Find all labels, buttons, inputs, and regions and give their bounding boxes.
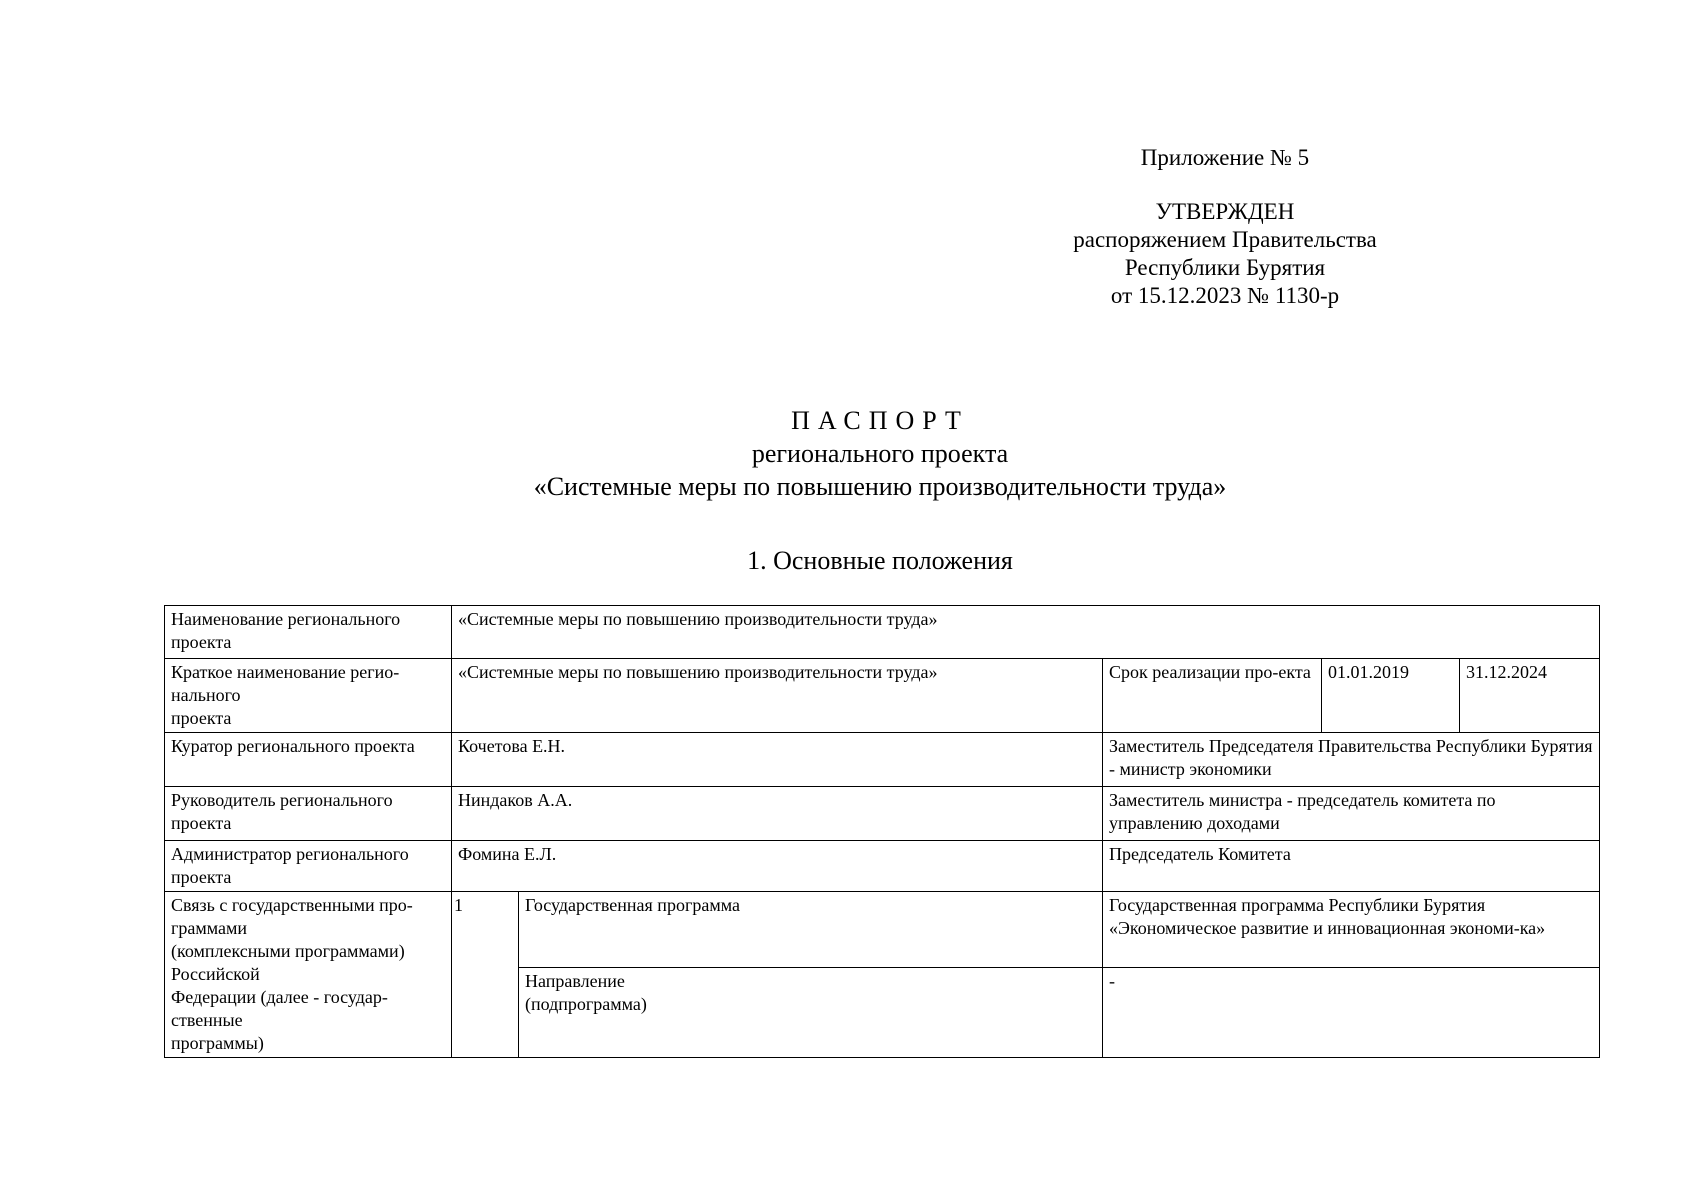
label-line: Связь с государственными про- xyxy=(171,895,413,915)
approval-stamp xyxy=(1050,144,1400,310)
approved-by-line-2: Республики Бурятия xyxy=(1124,255,1326,280)
table-row xyxy=(165,606,1600,659)
project-name-title: «Системные меры по повышению производительности труда» xyxy=(533,472,1227,501)
label-line: нального xyxy=(171,685,241,705)
person-name: Ниндаков А.А. xyxy=(452,787,1103,841)
table-row xyxy=(165,659,1600,733)
label-line: Краткое наименование регио- xyxy=(171,662,400,682)
label-line: программы) xyxy=(171,1033,264,1053)
label-line: (комплексными программами) xyxy=(171,941,405,961)
section-heading: 1. Основные положения xyxy=(747,546,1013,575)
row-label: Наименование регионального проекта xyxy=(165,606,452,659)
person-position: Председатель Комитета xyxy=(1103,841,1600,892)
basic-provisions-table xyxy=(164,605,1600,1058)
row-label: Куратор регионального проекта xyxy=(165,733,452,787)
passport-heading: ПАСПОРТ xyxy=(791,406,969,435)
label-line: (подпрограмма) xyxy=(525,994,647,1015)
end-date: 31.12.2024 xyxy=(1460,659,1600,733)
approved-label: УТВЕРЖДЕН xyxy=(1155,199,1295,224)
document-title xyxy=(300,404,1460,503)
table-row xyxy=(165,733,1600,787)
passport-subtitle: регионального проекта xyxy=(751,439,1009,468)
table-row xyxy=(165,892,1600,968)
label-line: граммами xyxy=(171,918,248,938)
person-name: Кочетова Е.Н. xyxy=(452,733,1103,787)
start-date: 01.01.2019 xyxy=(1322,659,1460,733)
program-value: Государственная программа Республики Бурятия «Экономическое развитие и инновационная экономи-ка» xyxy=(1103,892,1600,968)
row-value: «Системные меры по повышению производительности труда» xyxy=(452,606,1600,659)
appendix-number: Приложение № 5 xyxy=(1140,145,1310,170)
person-name: Фомина Е.Л. xyxy=(452,841,1103,892)
label-line: Российской xyxy=(171,964,260,984)
program-number: 1 xyxy=(452,892,519,1058)
term-label: Срок реализации про-екта xyxy=(1103,659,1322,733)
direction-value: - xyxy=(1103,968,1600,1058)
person-position: Заместитель министра - председатель комитета по управлению доходами xyxy=(1103,787,1600,841)
label-line: проекта xyxy=(171,708,232,728)
program-label: Государственная программа xyxy=(519,892,1103,968)
label-line: ственные xyxy=(171,1010,243,1030)
label-line: Федерации (далее - государ- xyxy=(171,987,388,1007)
direction-label xyxy=(519,968,1103,1058)
row-label: Администратор регионального проекта xyxy=(165,841,452,892)
row-label xyxy=(165,892,452,1058)
row-value: «Системные меры по повышению производительности труда» xyxy=(452,659,1103,733)
approved-by-line-1: распоряжением Правительства xyxy=(1073,227,1377,252)
label-line: Направление xyxy=(525,971,625,992)
row-label: Руководитель регионального проекта xyxy=(165,787,452,841)
table-row xyxy=(165,841,1600,892)
person-position: Заместитель Председателя Правительства Республики Бурятия - министр экономики xyxy=(1103,733,1600,787)
table-row xyxy=(165,787,1600,841)
approval-date: от 15.12.2023 № 1130-р xyxy=(1110,283,1340,308)
row-label xyxy=(165,659,452,733)
